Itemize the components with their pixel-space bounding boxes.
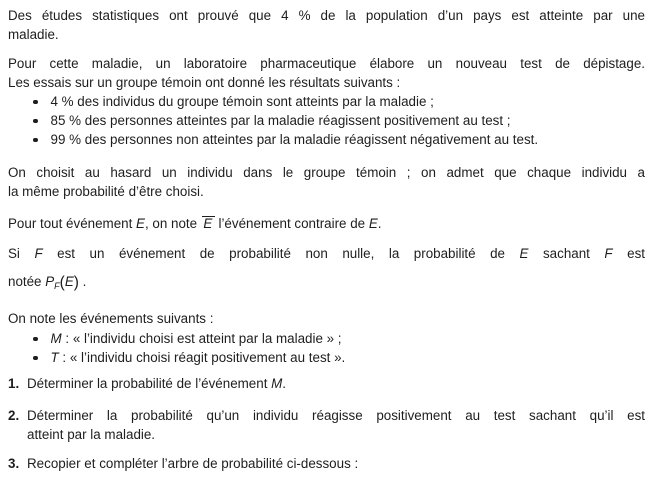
- bullet-text: M : « l’individu choisi est atteint par la maladie » ;: [50, 331, 342, 346]
- paragraph-intro: [8, 6, 645, 44]
- bullet-list-events: [8, 329, 645, 367]
- question-1-text: [27, 374, 645, 393]
- question-2: [8, 406, 645, 444]
- question-3-line-1: Recopier et compléter l’arbre de probabilité ci-dessous :: [27, 456, 359, 471]
- bullet-item-event-t: [8, 348, 645, 367]
- paragraph-intro-line-2: maladie.: [8, 27, 59, 42]
- paragraph-choix-hasard: [8, 163, 645, 201]
- bullet-item-negatifs: [8, 130, 645, 149]
- paragraph-intro-line-1: Des études statistiques ont prouvé que 4 % de la population d’un pays est atteinte par une: [8, 8, 645, 23]
- paragraph-evenements-intro: [8, 309, 645, 328]
- paragraph-test-presentation: [8, 54, 645, 92]
- paragraph-test-presentation-line-2: Les essais sur un groupe témoin ont donné les résultats suivants :: [8, 75, 401, 90]
- bullet-text: 85 % des personnes atteintes par la maladie réagissent positivement au test ;: [50, 113, 511, 128]
- bullet-item-malades: [8, 92, 645, 111]
- bullet-text: 4 % des individus du groupe témoin sont atteints par la maladie ;: [50, 94, 434, 109]
- bullet-dot-icon: [33, 100, 38, 105]
- paragraph-test-presentation-line-1: Pour cette maladie, un laboratoire pharmaceutique élabore un nouveau test de dépistage.: [8, 56, 645, 71]
- bullet-list-test-results: [8, 92, 645, 149]
- question-3-text: [27, 454, 645, 473]
- bullet-dot-icon: [33, 119, 38, 124]
- paragraph-choix-hasard-line-1: On choisit au hasard un individu dans le groupe témoin ; on admet que chaque individu a: [8, 165, 645, 180]
- question-2-number: 2.: [8, 408, 20, 423]
- paragraph-choix-hasard-line-2: la même probabilité d’être choisi.: [8, 184, 204, 199]
- question-1: [8, 374, 645, 393]
- paragraph-notation-conditionnelle: [8, 244, 645, 296]
- question-1-number: 1.: [8, 376, 20, 391]
- paragraph-evenements-intro-line-1: On note les événements suivants :: [8, 311, 214, 326]
- exercise-document: [8, 6, 645, 473]
- bullet-item-positifs: [8, 111, 645, 130]
- bullet-text: T : « l’individu choisi réagit positivement au test ».: [50, 350, 346, 365]
- bullet-text: 99 % des personnes non atteintes par la maladie réagissent négativement au test.: [50, 132, 539, 147]
- paragraph-notation-conditionnelle-line-2: notée $P_F(E)$ .: [8, 274, 87, 291]
- question-1-line-1: Déterminer la probabilité de l’événement M.: [27, 376, 287, 391]
- question-2-text: [27, 406, 645, 444]
- paragraph-notation-conditionnelle-line-1: Si F est un événement de probabilité non nulle, la probabilité de E sachant F est: [8, 246, 645, 261]
- question-3-number: 3.: [8, 456, 20, 471]
- question-3: [8, 454, 645, 473]
- bullet-dot-icon: [33, 337, 38, 342]
- bullet-item-event-m: [8, 329, 645, 348]
- paragraph-notation-contraire-line-1: Pour tout événement E, on note E l’événement contraire de E.: [8, 216, 382, 231]
- bullet-dot-icon: [33, 138, 38, 143]
- paragraph-notation-contraire: [8, 214, 645, 233]
- question-2-line-2: atteint par la maladie.: [27, 427, 156, 442]
- question-2-line-1: Déterminer la probabilité qu’un individu réagisse positivement au test sachant qu’il est: [27, 408, 645, 423]
- bullet-dot-icon: [33, 356, 38, 361]
